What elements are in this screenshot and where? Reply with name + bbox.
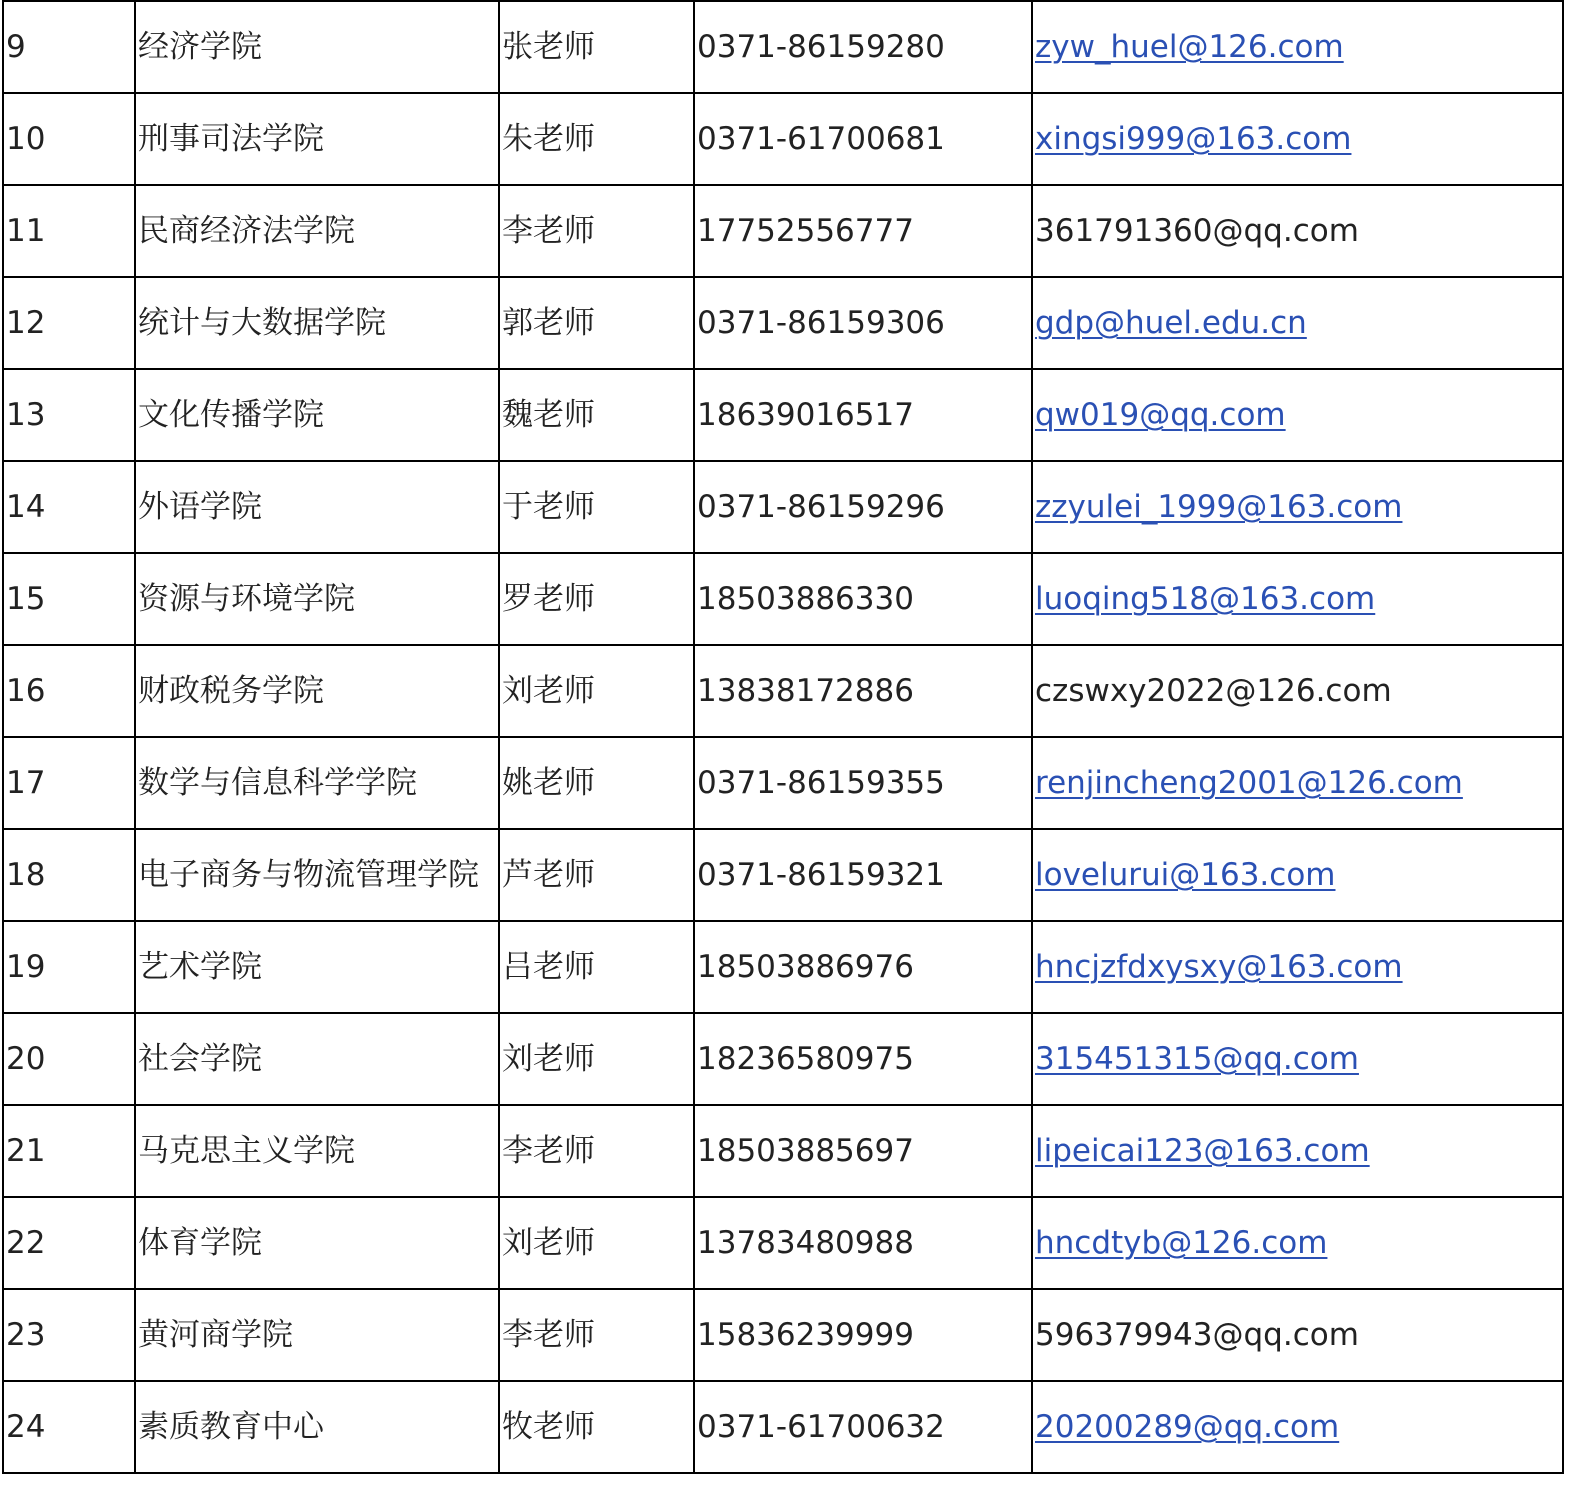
email-cell	[1032, 1381, 1563, 1473]
phone-cell: 0371-61700681	[694, 93, 1032, 185]
row-number-cell: 10	[3, 93, 135, 185]
teacher-name-cell: 罗老师	[499, 553, 694, 645]
phone-cell: 0371-86159280	[694, 1, 1032, 93]
table-row	[3, 1013, 1563, 1105]
table-row	[3, 921, 1563, 1013]
college-name-cell: 电子商务与物流管理学院	[135, 829, 499, 921]
email-cell	[1032, 461, 1563, 553]
row-number-cell: 18	[3, 829, 135, 921]
row-number-cell: 19	[3, 921, 135, 1013]
phone-cell: 13783480988	[694, 1197, 1032, 1289]
email-link[interactable]: renjincheng2001@126.com	[1035, 765, 1463, 801]
table-row	[3, 1289, 1563, 1381]
phone-cell: 15836239999	[694, 1289, 1032, 1381]
teacher-name-cell: 李老师	[499, 1105, 694, 1197]
phone-cell: 13838172886	[694, 645, 1032, 737]
contacts-table	[2, 0, 1564, 1474]
email-link[interactable]: lipeicai123@163.com	[1035, 1133, 1370, 1169]
phone-cell: 0371-61700632	[694, 1381, 1032, 1473]
phone-cell: 18503886330	[694, 553, 1032, 645]
table-row	[3, 1381, 1563, 1473]
email-cell	[1032, 93, 1563, 185]
email-link[interactable]: zzyulei_1999@163.com	[1035, 489, 1403, 525]
email-cell	[1032, 921, 1563, 1013]
teacher-name-cell: 李老师	[499, 1289, 694, 1381]
email-link[interactable]: qw019@qq.com	[1035, 397, 1286, 433]
row-number-cell: 24	[3, 1381, 135, 1473]
email-cell	[1032, 1013, 1563, 1105]
teacher-name-cell: 郭老师	[499, 277, 694, 369]
email-link[interactable]: lovelurui@163.com	[1035, 857, 1336, 893]
row-number-cell: 16	[3, 645, 135, 737]
college-name-cell: 素质教育中心	[135, 1381, 499, 1473]
teacher-name-cell: 朱老师	[499, 93, 694, 185]
table-row	[3, 277, 1563, 369]
teacher-name-cell: 姚老师	[499, 737, 694, 829]
email-cell	[1032, 1, 1563, 93]
college-name-cell: 经济学院	[135, 1, 499, 93]
table-row	[3, 93, 1563, 185]
table-row	[3, 829, 1563, 921]
table-row	[3, 185, 1563, 277]
email-text: czswxy2022@126.com	[1035, 673, 1392, 709]
college-name-cell: 统计与大数据学院	[135, 277, 499, 369]
email-text: 596379943@qq.com	[1035, 1317, 1359, 1353]
row-number-cell: 13	[3, 369, 135, 461]
phone-cell: 0371-86159306	[694, 277, 1032, 369]
table-row	[3, 369, 1563, 461]
table-row	[3, 645, 1563, 737]
row-number-cell: 22	[3, 1197, 135, 1289]
phone-cell: 17752556777	[694, 185, 1032, 277]
table-row	[3, 1105, 1563, 1197]
phone-cell: 0371-86159355	[694, 737, 1032, 829]
phone-cell: 0371-86159321	[694, 829, 1032, 921]
college-name-cell: 资源与环境学院	[135, 553, 499, 645]
email-cell	[1032, 645, 1563, 737]
row-number-cell: 14	[3, 461, 135, 553]
row-number-cell: 20	[3, 1013, 135, 1105]
phone-cell: 18503885697	[694, 1105, 1032, 1197]
teacher-name-cell: 刘老师	[499, 645, 694, 737]
email-link[interactable]: hncjzfdxysxy@163.com	[1035, 949, 1403, 985]
email-link[interactable]: luoqing518@163.com	[1035, 581, 1376, 617]
email-cell	[1032, 737, 1563, 829]
email-cell	[1032, 369, 1563, 461]
row-number-cell: 9	[3, 1, 135, 93]
college-name-cell: 财政税务学院	[135, 645, 499, 737]
table-row	[3, 737, 1563, 829]
row-number-cell: 11	[3, 185, 135, 277]
college-name-cell: 数学与信息科学学院	[135, 737, 499, 829]
college-name-cell: 艺术学院	[135, 921, 499, 1013]
email-text: 361791360@qq.com	[1035, 213, 1359, 249]
teacher-name-cell: 牧老师	[499, 1381, 694, 1473]
email-link[interactable]: gdp@huel.edu.cn	[1035, 305, 1307, 341]
phone-cell: 18503886976	[694, 921, 1032, 1013]
row-number-cell: 21	[3, 1105, 135, 1197]
teacher-name-cell: 芦老师	[499, 829, 694, 921]
email-link[interactable]: 20200289@qq.com	[1035, 1409, 1340, 1445]
college-name-cell: 外语学院	[135, 461, 499, 553]
college-name-cell: 社会学院	[135, 1013, 499, 1105]
table-row	[3, 1197, 1563, 1289]
college-name-cell: 体育学院	[135, 1197, 499, 1289]
college-name-cell: 马克思主义学院	[135, 1105, 499, 1197]
phone-cell: 18639016517	[694, 369, 1032, 461]
teacher-name-cell: 李老师	[499, 185, 694, 277]
email-link[interactable]: zyw_huel@126.com	[1035, 29, 1344, 65]
teacher-name-cell: 张老师	[499, 1, 694, 93]
table-row	[3, 553, 1563, 645]
teacher-name-cell: 魏老师	[499, 369, 694, 461]
phone-cell: 18236580975	[694, 1013, 1032, 1105]
contacts-table-body	[3, 1, 1563, 1473]
email-cell	[1032, 277, 1563, 369]
email-cell	[1032, 553, 1563, 645]
teacher-name-cell: 于老师	[499, 461, 694, 553]
email-link[interactable]: hncdtyb@126.com	[1035, 1225, 1328, 1261]
college-name-cell: 黄河商学院	[135, 1289, 499, 1381]
college-name-cell: 文化传播学院	[135, 369, 499, 461]
email-cell	[1032, 829, 1563, 921]
email-cell	[1032, 1289, 1563, 1381]
college-name-cell: 刑事司法学院	[135, 93, 499, 185]
email-link[interactable]: xingsi999@163.com	[1035, 121, 1352, 157]
email-link[interactable]: 315451315@qq.com	[1035, 1041, 1359, 1077]
table-row	[3, 1, 1563, 93]
email-cell	[1032, 1105, 1563, 1197]
row-number-cell: 17	[3, 737, 135, 829]
row-number-cell: 12	[3, 277, 135, 369]
table-row	[3, 461, 1563, 553]
row-number-cell: 15	[3, 553, 135, 645]
teacher-name-cell: 吕老师	[499, 921, 694, 1013]
teacher-name-cell: 刘老师	[499, 1197, 694, 1289]
email-cell	[1032, 1197, 1563, 1289]
phone-cell: 0371-86159296	[694, 461, 1032, 553]
email-cell	[1032, 185, 1563, 277]
college-name-cell: 民商经济法学院	[135, 185, 499, 277]
row-number-cell: 23	[3, 1289, 135, 1381]
teacher-name-cell: 刘老师	[499, 1013, 694, 1105]
